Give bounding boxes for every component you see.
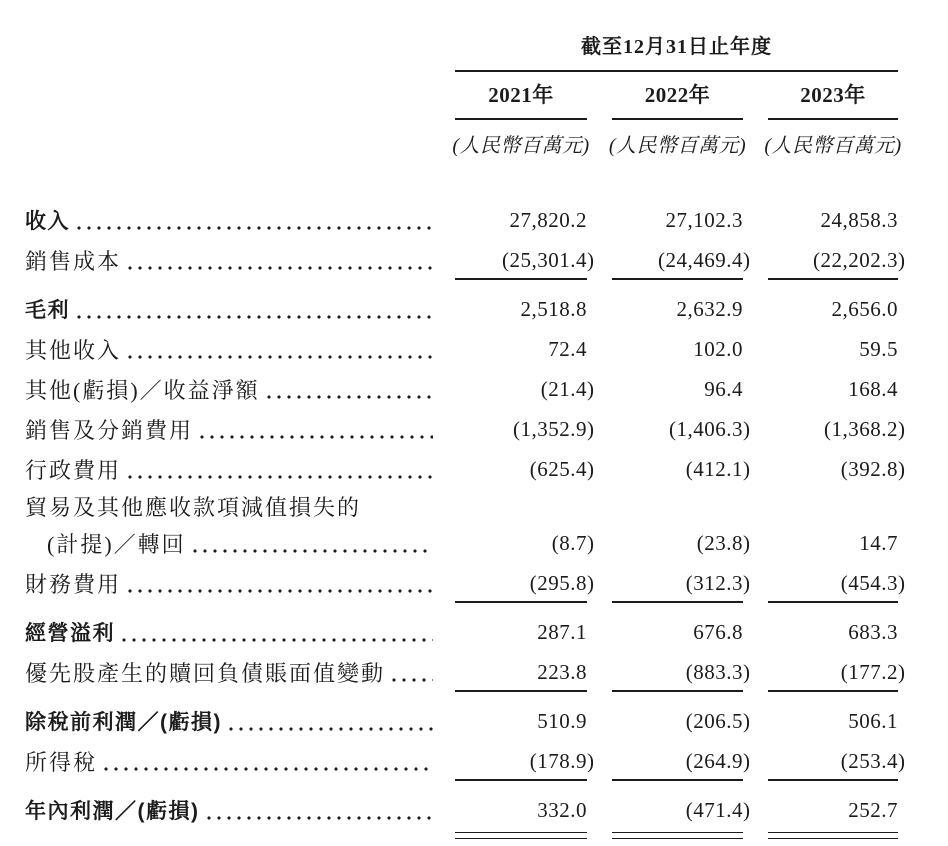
table-row (25, 369, 948, 409)
row-label: 年內利潤／(虧損) (25, 800, 200, 823)
value-cell: 683.3 (848, 620, 898, 644)
value-cell: (883.3) (612, 652, 743, 692)
value-cell: (471.4) (685, 798, 751, 822)
row-label: 優先股產生的贖回負債賬面值變動 (25, 660, 386, 686)
dot-leader (267, 395, 433, 399)
double-rule-segment (612, 832, 743, 839)
value-cell: 2,518.8 (520, 297, 587, 321)
row-label: 行政費用 (25, 457, 122, 483)
value-cell: 72.4 (548, 337, 587, 361)
value-cell: 96.4 (704, 377, 743, 401)
value-cell: (1,352.9) (513, 417, 595, 441)
table-row (25, 790, 948, 830)
value-cell: 14.7 (859, 531, 898, 555)
row-label: 其他收入 (25, 337, 122, 363)
dot-leader (104, 767, 433, 771)
table-row (25, 563, 948, 603)
value-cell: 27,102.3 (665, 208, 743, 232)
value-cell: (177.2) (768, 652, 898, 692)
value-cell: (21.4) (540, 377, 595, 401)
dot-leader (128, 589, 433, 593)
value-cell: (24,469.4) (612, 240, 743, 280)
table-row (25, 652, 948, 692)
table-row (25, 240, 948, 280)
row-label: 所得稅 (25, 749, 98, 775)
unit-label: (人民幣百萬元) (608, 134, 747, 157)
value-cell: (625.4) (529, 457, 595, 481)
period-header-label: 截至12月31日止年度 (581, 36, 772, 58)
table-row (25, 409, 948, 449)
value-cell: 27,820.2 (509, 208, 587, 232)
value-cell: (22,202.3) (768, 240, 898, 280)
value-cell: 2,632.9 (676, 297, 743, 321)
table-row (25, 701, 948, 741)
value-cell: 168.4 (848, 377, 898, 401)
value-cell (768, 489, 898, 523)
value-cell: 223.8 (455, 652, 587, 692)
unit-columns-header (25, 120, 948, 166)
value-cell: (392.8) (840, 457, 906, 481)
value-cell: (312.3) (612, 563, 743, 603)
row-label: 經營溢利 (25, 622, 115, 645)
table-row (25, 741, 948, 781)
value-cell (612, 489, 743, 523)
table-row (25, 489, 948, 523)
table-row (25, 200, 948, 240)
table-body (25, 200, 948, 842)
year-column-2023: 2023年 (768, 72, 898, 120)
value-cell: (1,368.2) (824, 417, 906, 441)
value-cell: 2,656.0 (831, 297, 898, 321)
double-rule (25, 832, 948, 842)
value-cell: (1,406.3) (669, 417, 751, 441)
value-cell: 287.1 (537, 620, 587, 644)
row-label: 毛利 (25, 299, 70, 322)
value-cell: 510.9 (537, 709, 587, 733)
value-cell: 59.5 (859, 337, 898, 361)
row-label: (計提)／轉回 (47, 531, 186, 557)
dot-leader (229, 727, 433, 731)
value-cell: 24,858.3 (820, 208, 898, 232)
year-column-2021: 2021年 (455, 72, 587, 120)
value-cell: 102.0 (693, 337, 743, 361)
value-cell: 676.8 (693, 620, 743, 644)
dot-leader (77, 315, 433, 319)
value-cell: (295.8) (455, 563, 587, 603)
value-cell: (253.4) (768, 741, 898, 781)
year-columns-header (25, 72, 948, 120)
unit-label: (人民幣百萬元) (452, 134, 590, 157)
table-row (25, 523, 948, 563)
row-label: 其他(虧損)／收益淨額 (25, 377, 260, 403)
dot-leader (128, 475, 433, 479)
dot-leader (200, 435, 433, 439)
value-cell: (8.7) (551, 531, 595, 555)
row-label: 除稅前利潤／(虧損) (25, 711, 222, 734)
row-label: 銷售及分銷費用 (25, 417, 194, 443)
value-cell: 252.7 (848, 798, 898, 822)
value-cell: (264.9) (612, 741, 743, 781)
dot-leader (392, 678, 433, 682)
value-cell: (25,301.4) (455, 240, 587, 280)
value-cell: (454.3) (768, 563, 898, 603)
value-cell: (23.8) (696, 531, 751, 555)
dot-leader (128, 266, 433, 270)
value-cell (455, 489, 587, 523)
row-label: 銷售成本 (25, 248, 122, 274)
double-rule-segment (768, 832, 898, 839)
dot-leader (207, 816, 434, 820)
dot-leader (128, 355, 433, 359)
dot-leader (193, 549, 433, 553)
unit-label: (人民幣百萬元) (764, 134, 902, 157)
dot-leader (77, 226, 433, 230)
year-column-2022: 2022年 (612, 72, 743, 120)
double-rule-segment (455, 832, 587, 839)
table-header (25, 30, 948, 72)
table-row (25, 612, 948, 652)
row-label: 財務費用 (25, 571, 122, 597)
value-cell: (412.1) (685, 457, 751, 481)
row-label: 貿易及其他應收款項減值損失的 (25, 494, 362, 520)
dot-leader (122, 638, 433, 642)
value-cell: 332.0 (537, 798, 587, 822)
value-cell: 506.1 (848, 709, 898, 733)
table-row (25, 329, 948, 369)
row-label: 收入 (25, 210, 70, 233)
period-header (455, 30, 898, 72)
table-row (25, 289, 948, 329)
table-row (25, 449, 948, 489)
value-cell: (178.9) (455, 741, 587, 781)
value-cell: (206.5) (685, 709, 751, 733)
